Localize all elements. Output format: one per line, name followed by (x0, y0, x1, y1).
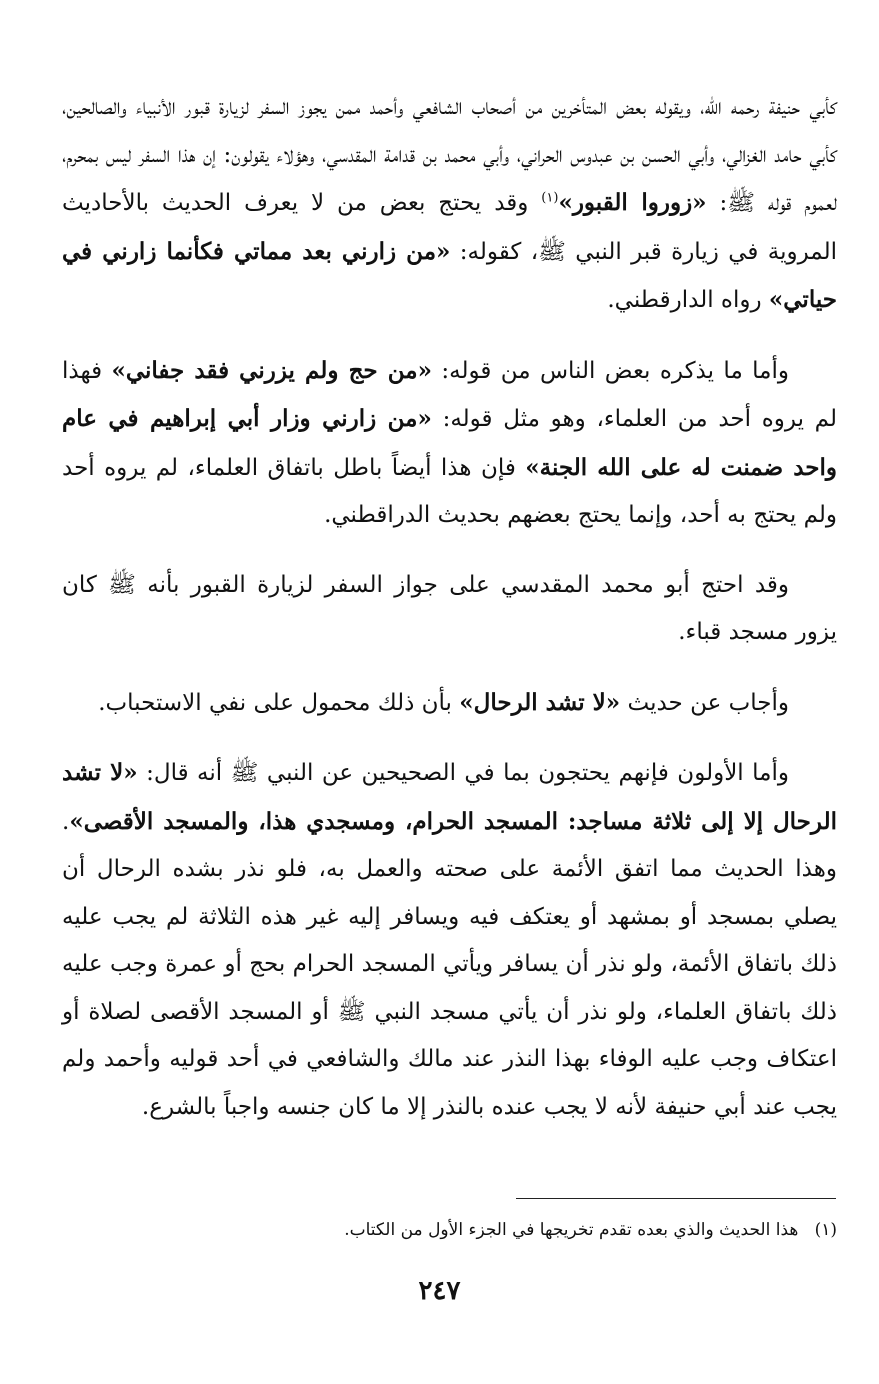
page-number: ٢٤٧ (418, 1276, 461, 1306)
text-segment: وقد احتج أبو محمد المقدسي على جواز السفر لزيارة القبور بأنه ﷺ كان يزور مسجد قباء. (62, 571, 837, 645)
text-segment: وقد يحتج بعض من لا يعرف الحديث بالأحاديث المروية في زيارة قبر النبي ﷺ، كقوله: (62, 190, 837, 265)
text-segment: رواه الدارقطني. (607, 287, 769, 313)
paragraph-1 (62, 84, 837, 325)
quoted-hadith: «لا تشد الرحال» (459, 688, 621, 716)
quoted-hadith: «من حج ولم يزرني فقد جفاني» (111, 356, 432, 384)
quoted-hadith: «زوروا القبور» (558, 189, 707, 216)
text-segment: فإن هذا أيضاً باطل باتفاق العلماء، لم يروه أحد ولم يحتج به أحد، وإنما يحتج بعضهم بحديث الدراقطني. (62, 454, 837, 528)
text-segment: بأن ذلك محمول على نفي الاستحباب. (98, 689, 460, 716)
text-segment: وأما ما يذكره بعض الناس من قوله: (431, 357, 789, 384)
footnote-reference: (١) (541, 190, 559, 206)
quoted-hadith: «من زارني وزار أبي إبراهيم في عام واحد ضمنت له على الله الجنة» (62, 405, 837, 481)
text-segment: فهذا لم يروه أحد من العلماء، وهو مثل قوله: (62, 357, 837, 432)
quoted-hadith: «لا تشد الرحال إلا إلى ثلاثة مساجد: المسجد الحرام، ومسجدي هذا، والمسجد الأقصى» (62, 759, 837, 835)
paragraph-3 (62, 562, 837, 657)
footnote (62, 1215, 837, 1245)
footnote-divider (516, 1198, 836, 1199)
footnote-text: هذا الحديث والذي بعده تقدم تخريجها في الجزء الأول من الكتاب. (344, 1220, 799, 1240)
footnote-marker: (١) (814, 1220, 837, 1240)
text-segment: وأجاب عن حديث (620, 689, 789, 716)
text-segment: وأما الأولون فإنهم يحتجون بما في الصحيحين عن النبي ﷺ أنه قال: (137, 760, 789, 786)
paragraph-2 (62, 347, 837, 540)
paragraph-4 (62, 679, 837, 728)
text-segment: كأبي حنيفة رحمه الله، ويقوله بعض المتأخرين من أصحاب الشافعي وأحمد ممن يجوز السفر لزيارة قبور الأنبياء والصالحين، كأبي حامد الغزالي، وأبي الحسن بن عبدوس الحراني، وأبي محمد بن قدامة المقدسي، وهؤلاء يقولون: إن هذا السفر ليس بمحرم، لعموم قوله ﷺ: (62, 94, 837, 216)
quoted-hadith: «من زارني بعد مماتي فكأنما زارني في حياتي» (62, 237, 837, 313)
footnote-spacer (804, 1220, 809, 1240)
text-segment: . وهذا الحديث مما اتفق الأئمة على صحته والعمل به، فلو نذر بشده الرحال أن يصلي بمسجد أو بمشهد أو يعتكف فيه ويسافر إليه غير هذه الثلاثة لم يجب عليه ذلك باتفاق الأئمة، ولو نذر أن يسافر ويأتي المسجد الحرام بحج أو عمرة وجب عليه ذلك باتفاق العلماء، ولو نذر أن يأتي مسجد النبي ﷺ أو المسجد الأقصى لصلاة أو اعتكاف وجب عليه الوفاء بهذا النذر عند مالك والشافعي في أحد قوليه وأحمد ولم يجب عند أبي حنيفة لأنه لا يجب عنده بالنذر إلا ما كان جنسه واجباً بالشرع. (62, 808, 837, 1120)
page-body (62, 84, 837, 1153)
paragraph-5 (62, 749, 837, 1131)
